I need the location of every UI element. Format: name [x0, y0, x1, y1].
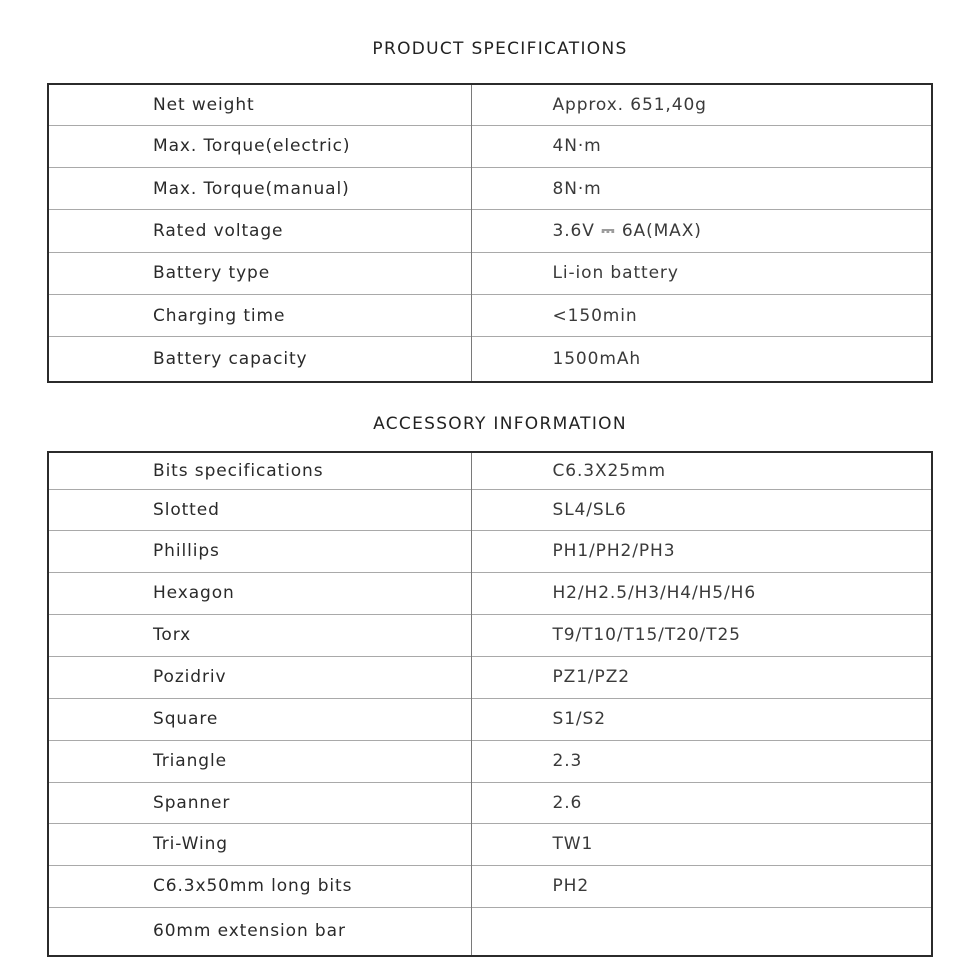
accessory-value-phillips: PH1/PH2/PH3 — [471, 530, 932, 572]
table-row — [48, 823, 932, 865]
accessory-label-hexagon: Hexagon — [48, 572, 471, 614]
spec-label-battery-capacity: Battery capacity — [48, 337, 471, 382]
accessory-value-triangle: 2.3 — [471, 740, 932, 782]
product-specifications-title: PRODUCT SPECIFICATIONS — [372, 39, 628, 59]
accessory-label-extension-bar: 60mm extension bar — [48, 907, 471, 956]
accessory-label-slotted: Slotted — [48, 489, 471, 530]
accessory-value-pozidriv: PZ1/PZ2 — [471, 656, 932, 698]
accessory-information-title: ACCESSORY INFORMATION — [373, 414, 627, 434]
accessory-value-hexagon: H2/H2.5/H3/H4/H5/H6 — [471, 572, 932, 614]
table-row — [48, 168, 932, 210]
table-row — [48, 489, 932, 530]
table-row — [48, 572, 932, 614]
accessory-label-long-bits: C6.3x50mm long bits — [48, 865, 471, 907]
table-row — [48, 337, 932, 382]
accessory-value-spanner: 2.6 — [471, 782, 932, 823]
accessory-value-extension-bar — [471, 907, 932, 956]
table-row — [48, 84, 932, 125]
table-row — [48, 210, 932, 252]
table-row — [48, 698, 932, 740]
table-row — [48, 452, 932, 489]
table-row — [48, 294, 932, 336]
table-row — [48, 740, 932, 782]
spec-value-max-torque-manual: 8N·m — [471, 168, 932, 210]
accessory-value-slotted: SL4/SL6 — [471, 489, 932, 530]
table-row — [48, 907, 932, 956]
accessory-value-long-bits: PH2 — [471, 865, 932, 907]
accessory-value-tri-wing: TW1 — [471, 823, 932, 865]
accessory-label-pozidriv: Pozidriv — [48, 656, 471, 698]
spec-label-max-torque-manual: Max. Torque(manual) — [48, 168, 471, 210]
table-row — [48, 865, 932, 907]
table-row — [48, 656, 932, 698]
product-specifications-table — [47, 83, 933, 383]
table-row — [48, 782, 932, 823]
table-row — [48, 125, 932, 167]
spec-label-charging-time: Charging time — [48, 294, 471, 336]
spec-value-max-torque-electric: 4N·m — [471, 125, 932, 167]
table-row — [48, 530, 932, 572]
spec-value-battery-type: Li-ion battery — [471, 252, 932, 294]
spec-label-net-weight: Net weight — [48, 84, 471, 125]
spec-value-net-weight: Approx. 651,40g — [552, 94, 707, 115]
accessory-value-bits-specifications: C6.3X25mm — [552, 460, 666, 481]
spec-label-max-torque-electric: Max. Torque(electric) — [48, 125, 471, 167]
accessory-label-triangle: Triangle — [48, 740, 471, 782]
accessory-label-bits-specifications: Bits specifications — [48, 452, 471, 489]
spec-value-battery-capacity: 1500mAh — [471, 337, 932, 382]
table-row — [48, 252, 932, 294]
accessory-value-square: S1/S2 — [471, 698, 932, 740]
accessory-information-table — [47, 451, 933, 957]
accessory-label-square: Square — [48, 698, 471, 740]
accessory-label-tri-wing: Tri-Wing — [48, 823, 471, 865]
accessory-label-torx: Torx — [48, 614, 471, 656]
spec-label-rated-voltage: Rated voltage — [48, 210, 471, 252]
accessory-value-torx: T9/T10/T15/T20/T25 — [471, 614, 932, 656]
accessory-label-spanner: Spanner — [48, 782, 471, 823]
table-row — [48, 614, 932, 656]
spec-value-charging-time: <150min — [471, 294, 932, 336]
spec-label-battery-type: Battery type — [48, 252, 471, 294]
spec-value-rated-voltage: 3.6V ⎓ 6A(MAX) — [471, 210, 932, 252]
accessory-label-phillips: Phillips — [48, 530, 471, 572]
